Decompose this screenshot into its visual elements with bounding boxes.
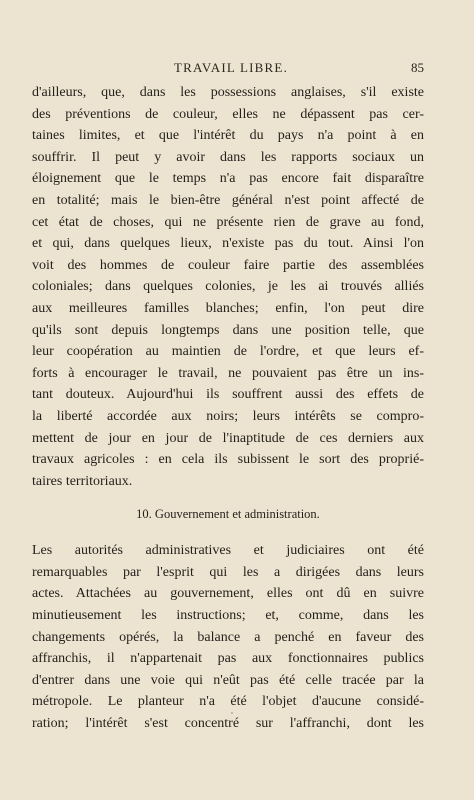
text-line: actes. Attachées au gouvernement, elles ont dû en suivre	[32, 586, 424, 602]
running-head: TRAVAIL LIBRE.	[173, 60, 289, 75]
text-line: forts à encourager le travail, ne pouvaient pas être un ins-	[32, 365, 424, 381]
text-line: changements opérés, la balance a penché en faveur des	[32, 629, 424, 645]
text-line: taines limites, et que l'intérêt du pays n'a point à en	[32, 128, 424, 144]
text-line: travaux agricoles : en cela ils subissent le sort des proprié-	[32, 452, 424, 468]
text-line: minutieusement les instructions; et, comme, dans les	[32, 608, 424, 624]
text-line: éloignement que le temps n'a pas encore fait disparaître	[32, 171, 424, 187]
text-line: qu'ils sont depuis longtemps dans une position telle, que	[32, 322, 424, 338]
text-line: Les autorités administratives et judiciaires ont été	[32, 543, 424, 559]
text-line: métropole. Le planteur n'a été l'objet d'aucune considé-	[32, 694, 424, 710]
text-line: cet état de choses, qui ne présente rien de grave au fond,	[32, 214, 424, 230]
text-line: coloniales; dans quelques colonies, je les ai trouvés alliés	[32, 279, 424, 295]
paragraph-2	[32, 540, 424, 734]
text-line: tant douteux. Aujourd'hui ils souffrent aussi des effets de	[32, 387, 424, 403]
text-line: d'ailleurs, que, dans les possessions anglaises, s'il existe	[32, 85, 424, 100]
text-line: leur coopération au maintien de l'ordre, et que leurs ef-	[32, 344, 424, 360]
text-line: affranchis, il n'appartenait pas aux fonctionnaires publics	[32, 651, 424, 667]
page-number: 85	[411, 60, 424, 75]
text-line: taires territoriaux.	[32, 473, 133, 489]
text-line: voit des hommes de couleur faire partie des assemblées	[32, 257, 424, 273]
text-line: la liberté accordée aux noirs; leurs intérêts se compro-	[32, 408, 424, 424]
text-line: en totalité; mais le bien-être général n'est point affecté de	[32, 192, 424, 208]
text-line: souffrir. Il peut y avoir dans les rapports sociaux un	[32, 149, 424, 165]
page-header	[38, 58, 424, 78]
text-line: des préventions de couleur, elles ne dépassent pas cer-	[32, 106, 424, 122]
text-line: mettent de jour en jour de l'inaptitude de ces derniers aux	[32, 430, 424, 446]
text-line: remarquables par l'esprit qui les a dirigées dans leurs	[32, 564, 424, 580]
page-body	[32, 82, 424, 735]
text-line: aux meilleures familles blanches; enfin, l'on peut dire	[32, 300, 424, 316]
text-line: et qui, dans quelques lieux, n'existe pas du tout. Ainsi l'on	[32, 236, 424, 252]
paragraph-1	[32, 82, 424, 492]
section-heading: 10. Gouvernement et administration.	[136, 507, 320, 522]
paper-speck	[231, 712, 233, 714]
text-line: ration; l'intérêt s'est concentré sur l'affranchi, dont les	[32, 716, 424, 732]
text-line: d'entrer dans une voie qui n'eût pas été celle tracée par la	[32, 672, 424, 688]
